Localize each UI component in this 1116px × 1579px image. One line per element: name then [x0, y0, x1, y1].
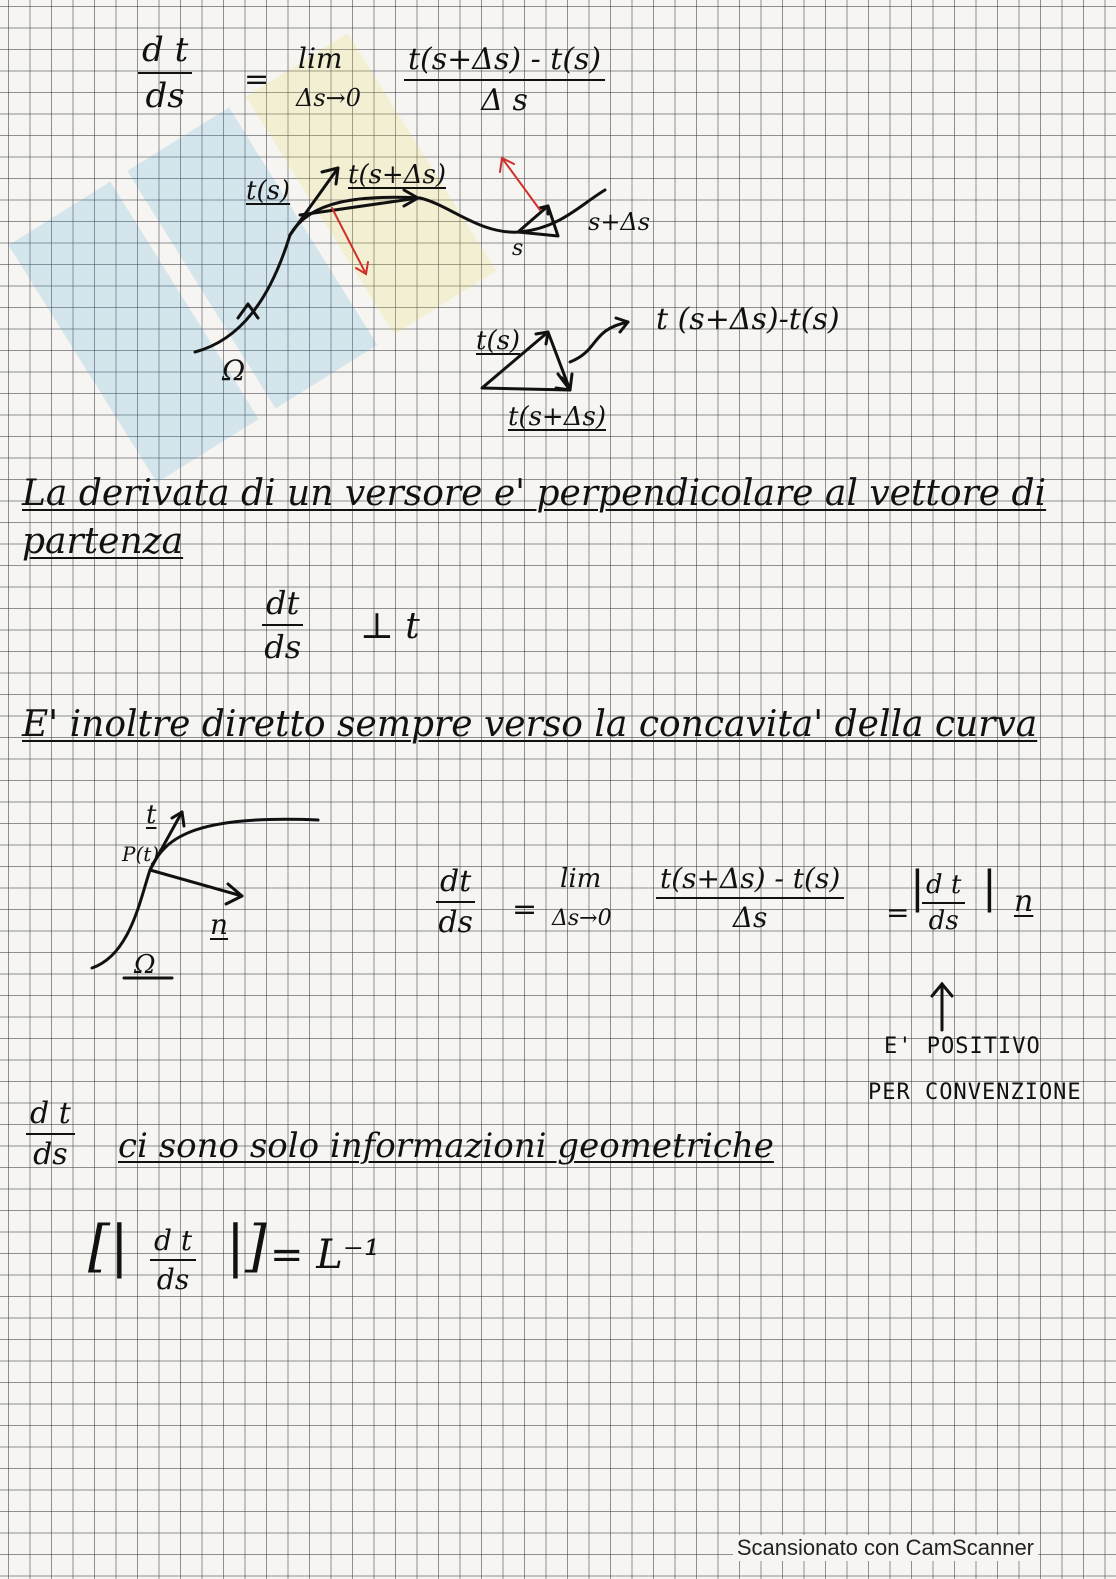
label-omega-2: Ω	[134, 950, 156, 980]
formula-1-rhs: $\frac{t(s+\Delta s) - t(s)}{\text{Δ s}}$	[404, 42, 605, 118]
formula-3-quotient: $\frac{t(s+\Delta s) - t(s)}{\Delta s}$	[656, 862, 844, 934]
abs-bar-left: |	[910, 862, 925, 913]
formula-2-lhs: $\frac{dt}{ds}$	[262, 584, 303, 666]
label-s: s	[512, 236, 524, 261]
formula-1-limit-sub: Δs→0	[296, 84, 362, 112]
statement-geometric: ci sono solo informazioni geometriche	[118, 1126, 774, 1166]
statement-concavity: E' inoltre diretto sempre verso la concavita' della curva	[22, 704, 1038, 745]
formula-3-lhs: $\frac{dt}{ds}$	[436, 864, 475, 940]
formula-1-lim: lim	[298, 42, 343, 75]
formula-3-limit-sub: Δs→0	[552, 906, 612, 931]
formula-3-equals-2: =	[886, 896, 910, 929]
label-t-s: t(s)	[246, 176, 291, 206]
formula-3-abs: $\frac{\text{d t}}{ds}$	[922, 870, 965, 936]
formula-5-bracket-right: |]	[226, 1214, 267, 1279]
label-triangle-t-s-ds: t(s+Δs)	[508, 402, 606, 432]
formula-3-lim: lim	[560, 864, 602, 894]
formula-2-rhs: ⊥ t	[360, 606, 420, 647]
label-n: n	[210, 908, 229, 941]
statement-perpendicular: La derivata di un versore e' perpendicolare al vettore di partenza	[22, 473, 1047, 562]
label-p-t: P(t)	[122, 842, 160, 866]
label-t: t	[146, 800, 157, 830]
formula-1-equals: =	[244, 62, 270, 97]
note-positive: E' POSITIVO	[884, 1034, 1041, 1059]
formula-5-bracket-left: [|	[88, 1214, 129, 1279]
abs-bar-right: |	[982, 862, 997, 913]
label-difference: t (s+Δs)-t(s)	[656, 302, 840, 337]
scanner-footer: Scansionato con CamScanner	[733, 1535, 1038, 1561]
label-t-s-ds: t(s+Δs)	[348, 160, 446, 190]
formula-5-fraction: $\frac{\text{d t}}{ds}$	[150, 1224, 196, 1296]
label-omega-1: Ω	[222, 354, 246, 387]
label-triangle-t-s: t(s)	[476, 326, 521, 356]
label-s-plus-ds: s+Δs	[588, 208, 651, 236]
note-convention: PER CONVENZIONE	[868, 1080, 1082, 1105]
formula-4-lhs: $\frac{\text{d t}}{ds}$	[26, 1096, 75, 1172]
formula-5-rhs: = L⁻¹	[270, 1232, 380, 1278]
formula-1-lhs: $\frac{\text{d t}}{ds}$	[138, 30, 192, 116]
formula-3-equals-1: =	[512, 892, 538, 927]
formula-3-n: n	[1014, 884, 1034, 919]
